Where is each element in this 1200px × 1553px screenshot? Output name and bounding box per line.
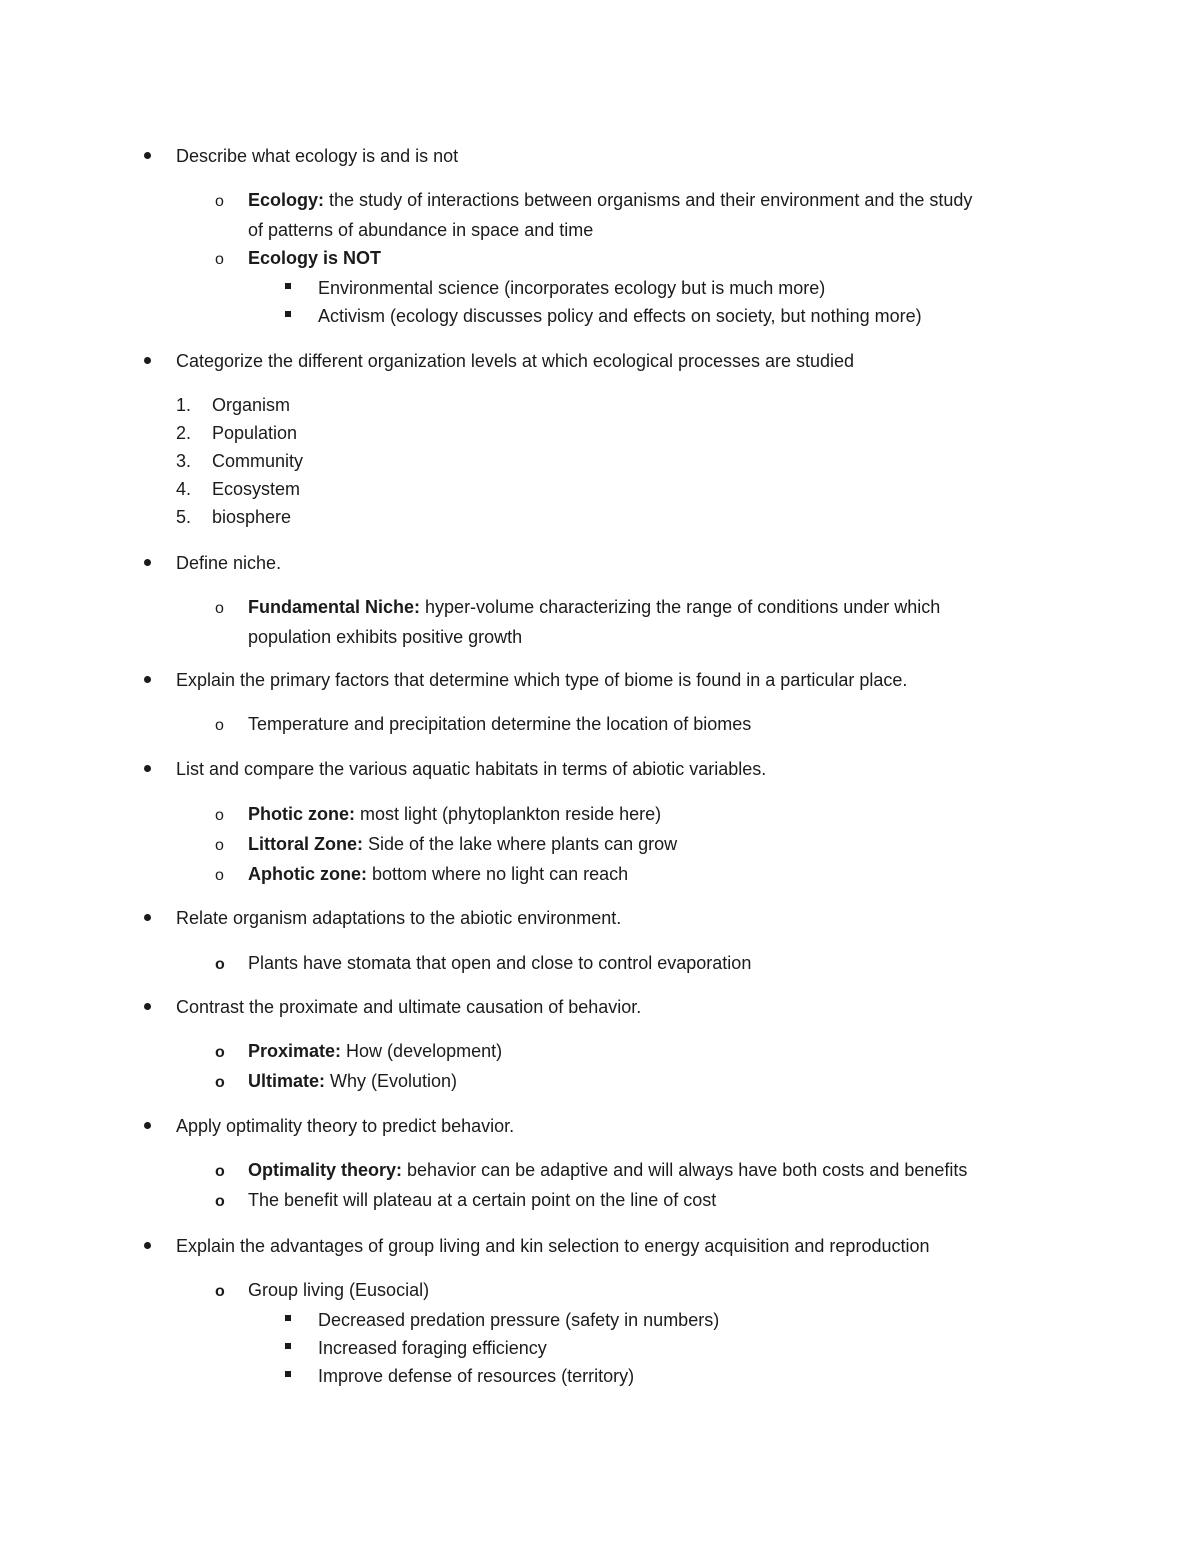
list-item: Ecosystem [212, 479, 301, 499]
list-item: Community [212, 451, 304, 471]
circle-bullet-icon: o [215, 600, 224, 617]
objective-text: Define niche. [176, 553, 282, 573]
sub-sub-point: Activism (ecology discusses policy and effects on society, but nothing more) [318, 306, 922, 326]
bullet-icon [144, 676, 151, 683]
list-number: 1. [176, 395, 192, 415]
sub-point: Group living (Eusocial) [248, 1280, 430, 1300]
objective-text: Categorize the different organization levels at which ecological processes are studied [176, 351, 855, 371]
objective-text: Apply optimality theory to predict behavior. [176, 1116, 515, 1136]
bullet-icon [144, 914, 151, 921]
list-item: Population [212, 423, 298, 443]
objective-text: Explain the primary factors that determine which type of biome is found in a particular place. [176, 670, 908, 690]
square-bullet-icon [285, 1343, 291, 1349]
sub-point: Optimality theory: behavior can be adaptive and will always have both costs and benefits [248, 1160, 968, 1180]
list-number: 2. [176, 423, 192, 443]
sub-point: Plants have stomata that open and close to control evaporation [248, 953, 752, 973]
circle-bullet-icon: o [215, 1044, 225, 1061]
circle-bullet-icon: o [215, 837, 224, 854]
circle-bullet-icon: o [215, 867, 224, 884]
objective-text: List and compare the various aquatic habitats in terms of abiotic variables. [176, 759, 767, 779]
bullet-icon [144, 1242, 151, 1249]
square-bullet-icon [285, 1315, 291, 1321]
sub-point: Temperature and precipitation determine the location of biomes [248, 714, 752, 734]
sub-point: Ecology: the study of interactions between organisms and their environment and the study [248, 190, 973, 210]
sub-point: Fundamental Niche: hyper-volume characterizing the range of conditions under which [248, 597, 941, 617]
bullet-icon [144, 559, 151, 566]
sub-point-continuation: of patterns of abundance in space and time [248, 220, 594, 240]
sub-point: The benefit will plateau at a certain point on the line of cost [248, 1190, 717, 1210]
bullet-icon [144, 152, 151, 159]
sub-sub-point: Environmental science (incorporates ecology but is much more) [318, 278, 826, 298]
list-item: biosphere [212, 507, 292, 527]
square-bullet-icon [285, 283, 291, 289]
bullet-icon [144, 1122, 151, 1129]
sub-point: Littoral Zone: Side of the lake where plants can grow [248, 834, 678, 854]
circle-bullet-icon: o [215, 1283, 225, 1300]
sub-point: Ultimate: Why (Evolution) [248, 1071, 458, 1091]
sub-point: Proximate: How (development) [248, 1041, 503, 1061]
circle-bullet-icon: o [215, 193, 224, 210]
objective-text: Contrast the proximate and ultimate causation of behavior. [176, 997, 642, 1017]
circle-bullet-icon: o [215, 1074, 225, 1091]
square-bullet-icon [285, 311, 291, 317]
circle-bullet-icon: o [215, 956, 225, 973]
objective-text: Relate organism adaptations to the abiotic environment. [176, 908, 622, 928]
objective-text: Explain the advantages of group living and kin selection to energy acquisition and reproduction [176, 1236, 930, 1256]
sub-point: Photic zone: most light (phytoplankton reside here) [248, 804, 662, 824]
objective-text: Describe what ecology is and is not [176, 146, 459, 166]
list-number: 5. [176, 507, 192, 527]
circle-bullet-icon: o [215, 807, 224, 824]
bullet-icon [144, 357, 151, 364]
sub-point: Ecology is NOT [248, 248, 382, 268]
circle-bullet-icon: o [215, 1193, 225, 1210]
square-bullet-icon [285, 1371, 291, 1377]
bullet-icon [144, 1003, 151, 1010]
list-number: 3. [176, 451, 192, 471]
list-item: Organism [212, 395, 291, 415]
sub-point-continuation: population exhibits positive growth [248, 627, 523, 647]
sub-sub-point: Decreased predation pressure (safety in numbers) [318, 1310, 720, 1330]
sub-point: Aphotic zone: bottom where no light can reach [248, 864, 629, 884]
circle-bullet-icon: o [215, 1163, 225, 1180]
circle-bullet-icon: o [215, 717, 224, 734]
list-number: 4. [176, 479, 192, 499]
sub-sub-point: Increased foraging efficiency [318, 1338, 547, 1358]
circle-bullet-icon: o [215, 251, 224, 268]
sub-sub-point: Improve defense of resources (territory) [318, 1366, 635, 1386]
bullet-icon [144, 765, 151, 772]
